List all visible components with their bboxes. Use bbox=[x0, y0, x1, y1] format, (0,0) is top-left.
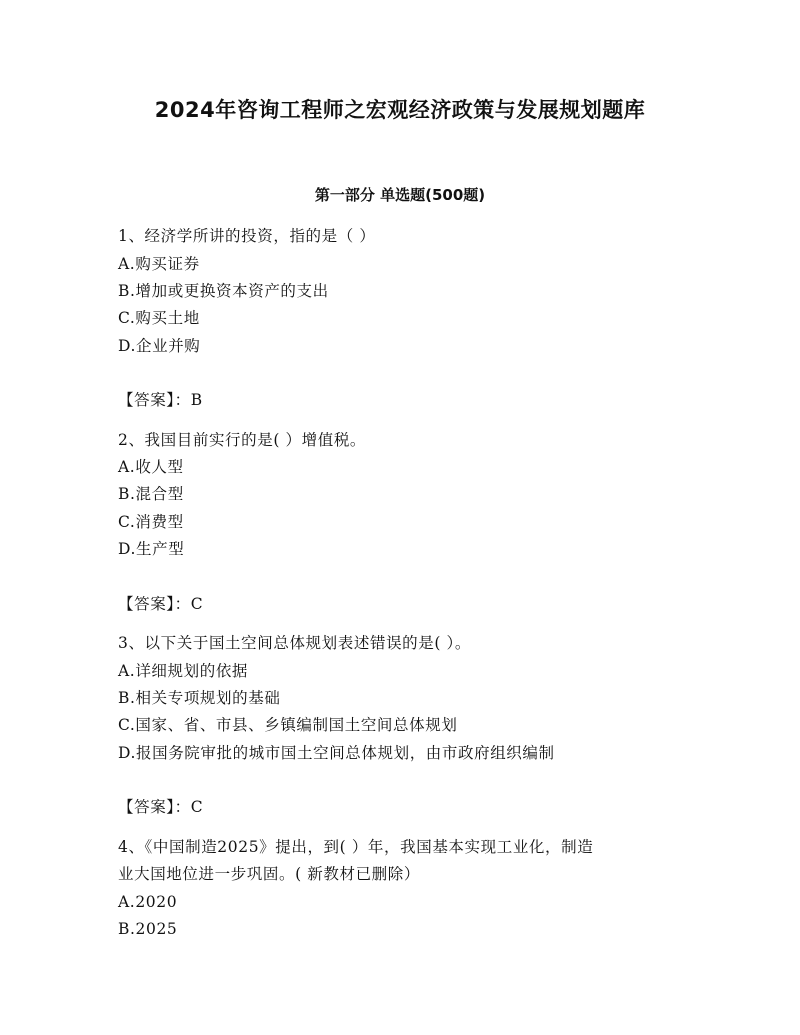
question-3-stem: 3、以下关于国土空间总体规划表述错误的是( ）。 bbox=[118, 634, 471, 652]
question-2-option-c: C.消费型 bbox=[118, 513, 184, 531]
question-3-answer: 【答案】：C bbox=[118, 798, 204, 816]
question-3-option-a: A.详细规划的依据 bbox=[118, 662, 249, 680]
question-1-option-b: B.增加或更换资本资产的支出 bbox=[118, 282, 329, 300]
question-3-option-b: B.相关专项规划的基础 bbox=[118, 689, 281, 707]
question-1-option-a: A.购买证券 bbox=[118, 255, 200, 273]
question-2-option-a: A.收人型 bbox=[118, 458, 184, 476]
document-title: 2024年咨询工程师之宏观经济政策与发展规划题库 bbox=[154, 98, 646, 122]
question-2-option-d: D.生产型 bbox=[118, 540, 185, 558]
question-4-stem-line-1: 4、《中国制造2025》提出，到( ）年，我国基本实现工业化，制造 bbox=[118, 838, 594, 856]
question-3-option-c: C.国家、省、市县、乡镇编制国土空间总体规划 bbox=[118, 716, 458, 734]
question-2-answer: 【答案】：C bbox=[118, 595, 204, 613]
question-4-stem-line-2: 业大国地位进一步巩固。( 新教材已删除） bbox=[118, 865, 420, 883]
question-2-stem: 2、我国目前实行的是( ）增值税。 bbox=[118, 431, 367, 449]
question-1-option-c: C.购买土地 bbox=[118, 309, 200, 327]
question-4-option-a: A.2020 bbox=[118, 893, 178, 911]
question-2-option-b: B.混合型 bbox=[118, 485, 184, 503]
section-heading: 第一部分 单选题(500题) bbox=[314, 186, 486, 204]
question-1-option-d: D.企业并购 bbox=[118, 337, 201, 355]
question-1-stem: 1、经济学所讲的投资，指的是（ ） bbox=[118, 227, 376, 245]
question-4-option-b: B.2025 bbox=[118, 920, 178, 938]
question-3-option-d: D.报国务院审批的城市国土空间总体规划，由市政府组织编制 bbox=[118, 744, 555, 762]
question-1-answer: 【答案】：B bbox=[118, 391, 203, 409]
